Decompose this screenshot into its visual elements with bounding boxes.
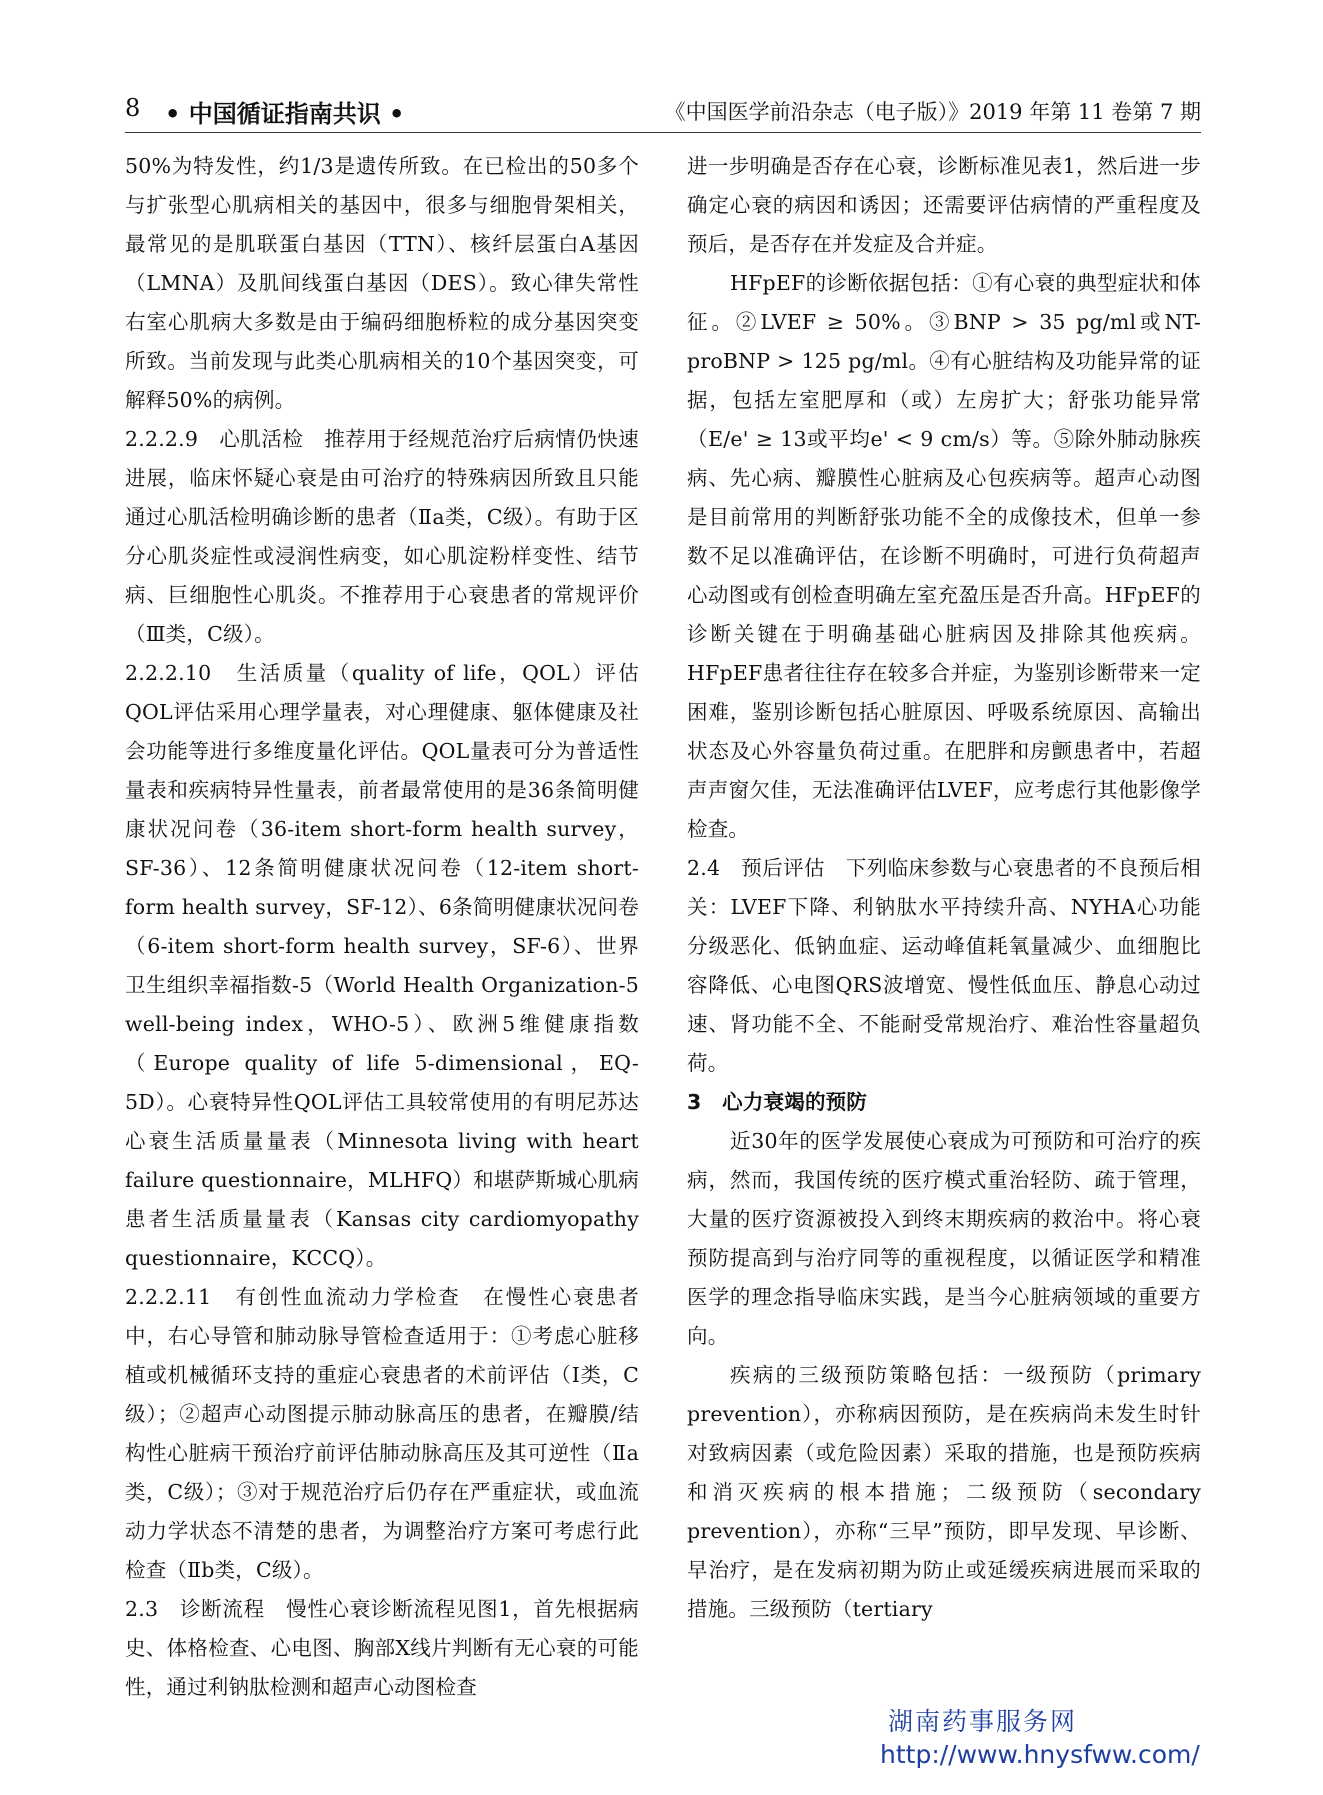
paragraph-genetics: 50%为特发性，约1/3是遗传所致。在已检出的50多个与扩张型心肌病相关的基因中，很多与细胞骨架相关，最常见的是肌联蛋白基因（TTN）、核纤层蛋白A基因（LMNA）及肌间线蛋白基因（DES）。致心律失常性右室心肌病大多数是由于编码细胞桥粒的成分基因突变所致。当前发现与此类心肌病相关的10个基因突变，可解释50%的病例。 <box>125 154 639 412</box>
left-column <box>125 147 660 1707</box>
section-2-2-2-11-hemodynamics: 2.2.2.11 有创性血流动力学检查 在慢性心衰患者中，右心导管和肺动脉导管检查适用于：①考虑心脏移植或机械循环支持的重症心衰患者的术前评估（Ⅰ类，C级）；②超声心动图提示肺动脉高压的患者，在瓣膜/结构性心脏病干预治疗前评估肺动脉高压及其可逆性（Ⅱa类，C级）；③对于规范治疗后仍存在严重症状，或血流动力学状态不清楚的患者，为调整治疗方案可考虑行此检查（Ⅱb类，C级）。 <box>125 1285 639 1582</box>
right-column <box>687 147 1201 1629</box>
watermark <box>880 1705 1210 1771</box>
section-2-2-2-10-qol: 2.2.2.10 生活质量（quality of life，QOL）评估 QOL评估采用心理学量表，对心理健康、躯体健康及社会功能等进行多维度量化评估。QOL量表可分为普适性量表和疾病特异性量表，前者最常使用的是36条简明健康状况问卷（36-item short-form health survey，SF-36）、12条简明健康状况问卷（12-item short-form health survey，SF-12）、6条简明健康状况问卷（6-item short-form health survey，SF-6）、世界卫生组织幸福指数-5（World Health Organization-5 well-being index，WHO-5）、欧洲5维健康指数（Europe quality of life 5-dimensional，EQ-5D）。心衰特异性QOL评估工具较常使用的有明尼苏达心衰生活质量量表（Minnesota living with heart failure questionnaire，MLHFQ）和堪萨斯城心肌病患者生活质量量表（Kansas city cardiomyopathy questionnaire，KCCQ）。 <box>125 661 660 1270</box>
paragraph-diagnosis-cont: 进一步明确是否存在心衰，诊断标准见表1，然后进一步确定心衰的病因和诱因；还需要评估病情的严重程度及预后，是否存在并发症及合并症。 <box>687 154 1201 256</box>
section-2-3-diagnosis: 2.3 诊断流程 慢性心衰诊断流程见图1，首先根据病史、体格检查、心电图、胸部X线片判断有无心衰的可能性，通过利钠肽检测和超声心动图检查 <box>125 1597 639 1699</box>
heading-section-3: 3 心力衰竭的预防 <box>687 1090 868 1114</box>
paragraph-three-level-prevention: 疾病的三级预防策略包括：一级预防（primary prevention），亦称病因预防，是在疾病尚未发生时针对致病因素（或危险因素）采取的措施，也是预防疾病和消灭疾病的根本措施；二级预防（secondary prevention），亦称“三早”预防，即早发现、早诊断、早治疗，是在发病初期为防止或延缓疾病进展而采取的措施。三级预防（tertiary <box>687 1363 1201 1621</box>
running-header <box>125 92 1201 133</box>
paragraph-hfpef: HFpEF的诊断依据包括：①有心衰的典型症状和体征。②LVEF ≥ 50%。③BNP > 35 pg/ml或NT-proBNP > 125 pg/ml。④有心脏结构及功能异常的证据，包括左室肥厚和（或）左房扩大；舒张功能异常（E/e' ≥ 13或平均e' < 9 cm/s）等。⑤除外肺动脉疾病、先心病、瓣膜性心脏病及心包疾病等。超声心动图是目前常用的判断舒张功能不全的成像技术，但单一参数不足以准确评估，在诊断不明确时，可进行负荷超声心动图或有创检查明确左室充盈压是否升高。HFpEF的诊断关键在于明确基础心脏病因及排除其他疾病。HFpEF患者往往存在较多合并症，为鉴别诊断带来一定困难，鉴别诊断包括心脏原因、呼吸系统原因、高输出状态及心外容量负荷过重。在肥胖和房颤患者中，若超声声窗欠佳，无法准确评估LVEF，应考虑行其他影像学检查。 <box>687 271 1201 841</box>
journal-name: 《中国医学前沿杂志（电子版）》2019 年第 11 卷第 7 期 <box>664 100 1201 124</box>
watermark-url[interactable]: http://www.hnysfww.com/ <box>880 1740 1200 1769</box>
watermark-site-name: 湖南药事服务网 <box>888 1707 1078 1736</box>
series-title: • 中国循证指南共识 • <box>165 100 405 128</box>
page-number: 8 <box>125 94 141 122</box>
paragraph-prevention-intro: 近30年的医学发展使心衰成为可预防和可治疗的疾病，然而，我国传统的医疗模式重治轻防、疏于管理，大量的医疗资源被投入到终末期疾病的救治中。将心衰预防提高到与治疗同等的重视程度，以循证医学和精准医学的理念指导临床实践，是当今心脏病领域的重要方向。 <box>687 1129 1201 1348</box>
section-2-4-prognosis: 2.4 预后评估 下列临床参数与心衰患者的不良预后相关：LVEF下降、利钠肽水平持续升高、NYHA心功能分级恶化、低钠血症、运动峰值耗氧量减少、血细胞比容降低、心电图QRS波增宽、慢性低血压、静息心动过速、肾功能不全、不能耐受常规治疗、难治性容量超负荷。 <box>687 856 1201 1075</box>
section-2-2-2-9-biopsy: 2.2.2.9 心肌活检 推荐用于经规范治疗后病情仍快速进展，临床怀疑心衰是由可治疗的特殊病因所致且只能通过心肌活检明确诊断的患者（Ⅱa类，C级）。有助于区分心肌炎症性或浸润性病变，如心肌淀粉样变性、结节病、巨细胞性心肌炎。不推荐用于心衰患者的常规评价（Ⅲ类，C级）。 <box>125 427 639 646</box>
